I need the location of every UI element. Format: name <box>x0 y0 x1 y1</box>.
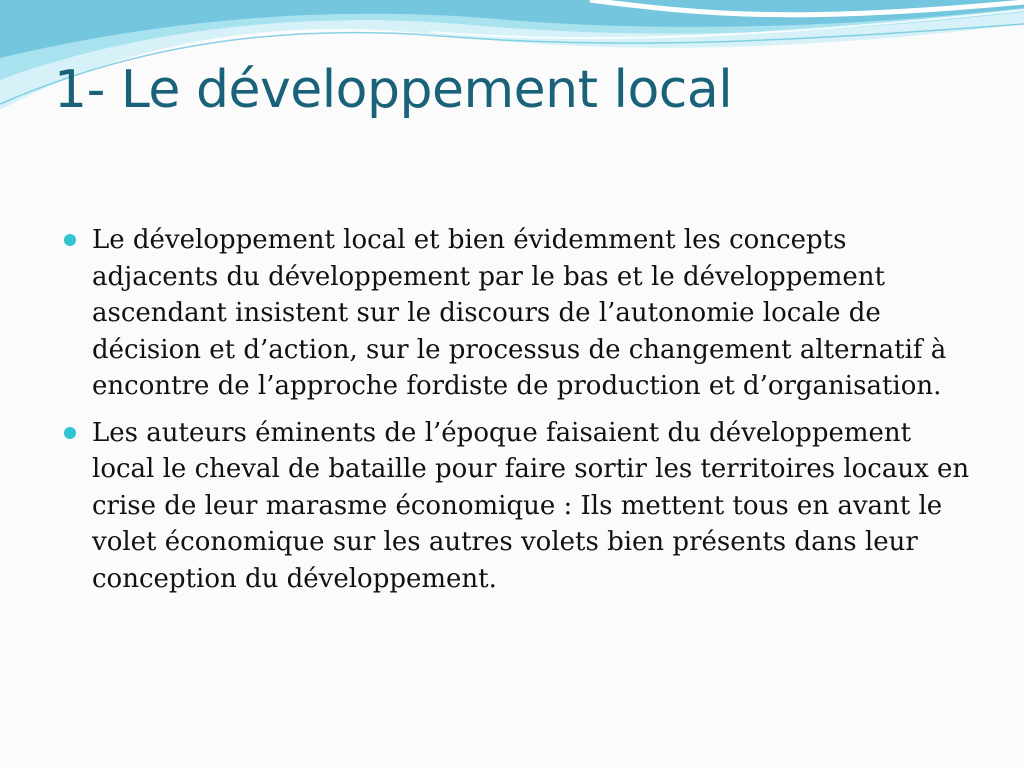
round-bullet-icon <box>64 427 76 439</box>
bullet-item <box>62 415 974 598</box>
bullet-list <box>62 222 974 607</box>
bullet-item <box>62 222 974 405</box>
bullet-text: Les auteurs éminents de l’époque faisaient du développement local le cheval de bataille pour faire sortir les territoires locaux en crise de leur marasme économique : Ils mettent tous en avant le volet économique sur les autres volets bien présents dans leur conception du développement. <box>92 417 970 594</box>
slide-title: 1- Le développement local <box>54 60 733 120</box>
round-bullet-icon <box>64 234 76 246</box>
bullet-text: Le développement local et bien évidemment les concepts adjacents du développement par le bas et le développement ascendant insistent sur le discours de l’autonomie locale de décision et d’action, sur le processus de changement alternatif à encontre de l’approche fordiste de production et d’organisation. <box>92 225 947 401</box>
